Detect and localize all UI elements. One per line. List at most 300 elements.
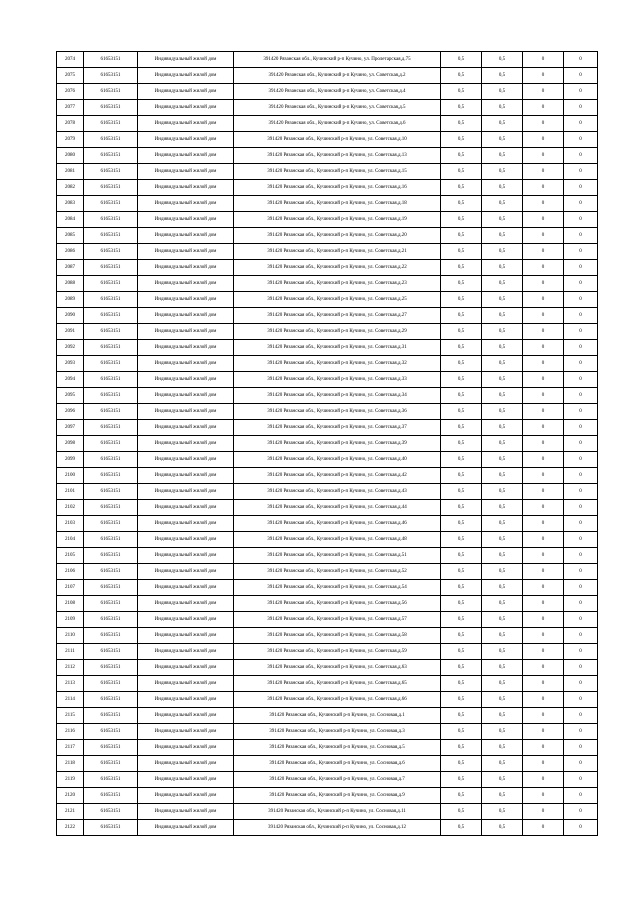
row-number-cell: 2100 xyxy=(57,468,84,484)
value-3-cell: 0 xyxy=(523,404,564,420)
row-number-cell: 2076 xyxy=(57,84,84,100)
table-row xyxy=(57,660,598,676)
table-row xyxy=(57,692,598,708)
value-3-cell: 0 xyxy=(523,228,564,244)
value-1-cell: 0,5 xyxy=(441,564,482,580)
value-1-cell: 0,5 xyxy=(441,500,482,516)
address-cell: 391420 Рязанская обл., Кучинский р-п Кучино, ул. Советская,д.25 xyxy=(234,292,441,308)
value-3-cell: 0 xyxy=(523,820,564,836)
table-row xyxy=(57,772,598,788)
row-number-cell: 2086 xyxy=(57,244,84,260)
object-type-cell: Индивидуальный жилой дом xyxy=(138,628,234,644)
oktmo-code-cell: 61653151 xyxy=(84,180,138,196)
object-type-cell: Индивидуальный жилой дом xyxy=(138,596,234,612)
table-row xyxy=(57,308,598,324)
address-cell: 391420 Рязанская обл., Кучинский р-п Кучино, ул. Сосновая,д.5 xyxy=(234,740,441,756)
table-row xyxy=(57,756,598,772)
value-3-cell: 0 xyxy=(523,628,564,644)
row-number-cell: 2099 xyxy=(57,452,84,468)
address-cell: 391420 Рязанская обл., Кучинский р-п Кучино, ул. Советская,д.57 xyxy=(234,612,441,628)
value-1-cell: 0,5 xyxy=(441,404,482,420)
value-1-cell: 0,5 xyxy=(441,100,482,116)
row-number-cell: 2113 xyxy=(57,676,84,692)
address-cell: 391420 Рязанская обл., Кучинский р-п Кучино, ул. Советская,д.16 xyxy=(234,180,441,196)
value-4-cell: 0 xyxy=(564,52,598,68)
value-4-cell: 0 xyxy=(564,708,598,724)
value-3-cell: 0 xyxy=(523,692,564,708)
value-3-cell: 0 xyxy=(523,788,564,804)
value-2-cell: 0,5 xyxy=(482,644,523,660)
row-number-cell: 2102 xyxy=(57,500,84,516)
row-number-cell: 2118 xyxy=(57,756,84,772)
oktmo-code-cell: 61653151 xyxy=(84,260,138,276)
table-row xyxy=(57,244,598,260)
value-2-cell: 0,5 xyxy=(482,100,523,116)
value-1-cell: 0,5 xyxy=(441,420,482,436)
value-1-cell: 0,5 xyxy=(441,740,482,756)
object-type-cell: Индивидуальный жилой дом xyxy=(138,148,234,164)
value-4-cell: 0 xyxy=(564,164,598,180)
value-4-cell: 0 xyxy=(564,452,598,468)
value-3-cell: 0 xyxy=(523,292,564,308)
value-1-cell: 0,5 xyxy=(441,532,482,548)
object-type-cell: Индивидуальный жилой дом xyxy=(138,84,234,100)
value-3-cell: 0 xyxy=(523,548,564,564)
table-row xyxy=(57,452,598,468)
value-1-cell: 0,5 xyxy=(441,148,482,164)
oktmo-code-cell: 61653151 xyxy=(84,292,138,308)
object-type-cell: Индивидуальный жилой дом xyxy=(138,468,234,484)
object-type-cell: Индивидуальный жилой дом xyxy=(138,484,234,500)
value-3-cell: 0 xyxy=(523,100,564,116)
oktmo-code-cell: 61653151 xyxy=(84,340,138,356)
table-row xyxy=(57,116,598,132)
value-1-cell: 0,5 xyxy=(441,340,482,356)
table-row xyxy=(57,516,598,532)
table-row xyxy=(57,740,598,756)
value-1-cell: 0,5 xyxy=(441,516,482,532)
value-2-cell: 0,5 xyxy=(482,52,523,68)
value-2-cell: 0,5 xyxy=(482,580,523,596)
value-2-cell: 0,5 xyxy=(482,772,523,788)
value-3-cell: 0 xyxy=(523,132,564,148)
row-number-cell: 2093 xyxy=(57,356,84,372)
object-type-cell: Индивидуальный жилой дом xyxy=(138,564,234,580)
object-type-cell: Индивидуальный жилой дом xyxy=(138,804,234,820)
value-3-cell: 0 xyxy=(523,436,564,452)
oktmo-code-cell: 61653151 xyxy=(84,724,138,740)
value-1-cell: 0,5 xyxy=(441,580,482,596)
value-1-cell: 0,5 xyxy=(441,132,482,148)
value-4-cell: 0 xyxy=(564,420,598,436)
oktmo-code-cell: 61653151 xyxy=(84,148,138,164)
object-type-cell: Индивидуальный жилой дом xyxy=(138,516,234,532)
value-4-cell: 0 xyxy=(564,340,598,356)
oktmo-code-cell: 61653151 xyxy=(84,516,138,532)
value-4-cell: 0 xyxy=(564,756,598,772)
value-1-cell: 0,5 xyxy=(441,228,482,244)
value-3-cell: 0 xyxy=(523,260,564,276)
value-2-cell: 0,5 xyxy=(482,404,523,420)
oktmo-code-cell: 61653151 xyxy=(84,548,138,564)
table-row xyxy=(57,84,598,100)
value-1-cell: 0,5 xyxy=(441,164,482,180)
address-cell: 391420 Рязанская обл., Кучинский р-п Кучино, ул. Советская,д.5 xyxy=(234,100,441,116)
row-number-cell: 2104 xyxy=(57,532,84,548)
value-1-cell: 0,5 xyxy=(441,468,482,484)
value-4-cell: 0 xyxy=(564,612,598,628)
table-row xyxy=(57,52,598,68)
value-1-cell: 0,5 xyxy=(441,356,482,372)
row-number-cell: 2108 xyxy=(57,596,84,612)
value-1-cell: 0,5 xyxy=(441,676,482,692)
oktmo-code-cell: 61653151 xyxy=(84,52,138,68)
table-row xyxy=(57,148,598,164)
value-2-cell: 0,5 xyxy=(482,468,523,484)
object-type-cell: Индивидуальный жилой дом xyxy=(138,308,234,324)
value-2-cell: 0,5 xyxy=(482,708,523,724)
table-row xyxy=(57,276,598,292)
address-cell: 391420 Рязанская обл., Кучинский р-п Кучино, ул. Советская,д.31 xyxy=(234,340,441,356)
oktmo-code-cell: 61653151 xyxy=(84,612,138,628)
row-number-cell: 2081 xyxy=(57,164,84,180)
value-3-cell: 0 xyxy=(523,740,564,756)
address-cell: 391420 Рязанская обл., Кучинский р-п Кучино, ул. Советская,д.54 xyxy=(234,580,441,596)
object-type-cell: Индивидуальный жилой дом xyxy=(138,692,234,708)
oktmo-code-cell: 61653151 xyxy=(84,500,138,516)
value-2-cell: 0,5 xyxy=(482,148,523,164)
address-cell: 391420 Рязанская обл., Кучинский р-п Кучино, ул. Сосновая,д.7 xyxy=(234,772,441,788)
oktmo-code-cell: 61653151 xyxy=(84,276,138,292)
table-row xyxy=(57,468,598,484)
value-3-cell: 0 xyxy=(523,644,564,660)
value-3-cell: 0 xyxy=(523,372,564,388)
oktmo-code-cell: 61653151 xyxy=(84,244,138,260)
value-2-cell: 0,5 xyxy=(482,324,523,340)
registry-table-body xyxy=(57,52,598,836)
address-cell: 391420 Рязанская обл., Кучинский р-п Кучино, ул. Советская,д.21 xyxy=(234,244,441,260)
oktmo-code-cell: 61653151 xyxy=(84,420,138,436)
value-1-cell: 0,5 xyxy=(441,308,482,324)
oktmo-code-cell: 61653151 xyxy=(84,164,138,180)
oktmo-code-cell: 61653151 xyxy=(84,772,138,788)
address-cell: 391420 Рязанская обл., Кучинский р-п Кучино, ул. Сосновая,д.1 xyxy=(234,708,441,724)
value-3-cell: 0 xyxy=(523,244,564,260)
table-row xyxy=(57,404,598,420)
row-number-cell: 2101 xyxy=(57,484,84,500)
value-2-cell: 0,5 xyxy=(482,292,523,308)
address-cell: 391420 Рязанская обл., Кучинский р-п Кучино, ул. Советская,д.52 xyxy=(234,564,441,580)
value-3-cell: 0 xyxy=(523,308,564,324)
value-4-cell: 0 xyxy=(564,804,598,820)
value-3-cell: 0 xyxy=(523,196,564,212)
row-number-cell: 2078 xyxy=(57,116,84,132)
oktmo-code-cell: 61653151 xyxy=(84,132,138,148)
value-1-cell: 0,5 xyxy=(441,612,482,628)
row-number-cell: 2094 xyxy=(57,372,84,388)
value-3-cell: 0 xyxy=(523,340,564,356)
address-cell: 391420 Рязанская обл., Кучинский р-п Кучино, ул. Советская,д.27 xyxy=(234,308,441,324)
value-3-cell: 0 xyxy=(523,52,564,68)
row-number-cell: 2088 xyxy=(57,276,84,292)
object-type-cell: Индивидуальный жилой дом xyxy=(138,820,234,836)
value-4-cell: 0 xyxy=(564,276,598,292)
table-row xyxy=(57,676,598,692)
oktmo-code-cell: 61653151 xyxy=(84,756,138,772)
value-1-cell: 0,5 xyxy=(441,788,482,804)
object-type-cell: Индивидуальный жилой дом xyxy=(138,68,234,84)
value-2-cell: 0,5 xyxy=(482,596,523,612)
table-row xyxy=(57,420,598,436)
object-type-cell: Индивидуальный жилой дом xyxy=(138,372,234,388)
table-row xyxy=(57,644,598,660)
value-3-cell: 0 xyxy=(523,580,564,596)
value-3-cell: 0 xyxy=(523,500,564,516)
value-4-cell: 0 xyxy=(564,244,598,260)
value-4-cell: 0 xyxy=(564,788,598,804)
value-4-cell: 0 xyxy=(564,292,598,308)
value-1-cell: 0,5 xyxy=(441,804,482,820)
value-4-cell: 0 xyxy=(564,260,598,276)
address-cell: 391420 Рязанская обл., Кучинский р-п Кучино, ул. Советская,д.29 xyxy=(234,324,441,340)
value-2-cell: 0,5 xyxy=(482,500,523,516)
value-3-cell: 0 xyxy=(523,564,564,580)
oktmo-code-cell: 61653151 xyxy=(84,116,138,132)
object-type-cell: Индивидуальный жилой дом xyxy=(138,612,234,628)
object-type-cell: Индивидуальный жилой дом xyxy=(138,116,234,132)
value-4-cell: 0 xyxy=(564,404,598,420)
row-number-cell: 2096 xyxy=(57,404,84,420)
value-2-cell: 0,5 xyxy=(482,692,523,708)
address-cell: 391420 Рязанская обл., Кучинский р-п Кучино, ул. Советская,д.36 xyxy=(234,404,441,420)
value-3-cell: 0 xyxy=(523,804,564,820)
oktmo-code-cell: 61653151 xyxy=(84,452,138,468)
value-2-cell: 0,5 xyxy=(482,372,523,388)
oktmo-code-cell: 61653151 xyxy=(84,532,138,548)
value-1-cell: 0,5 xyxy=(441,452,482,468)
row-number-cell: 2080 xyxy=(57,148,84,164)
address-cell: 391420 Рязанская обл., Кучинский р-п Кучино, ул. Советская,д.39 xyxy=(234,436,441,452)
address-cell: 391420 Рязанская обл., Кучинский р-п Кучино, ул. Советская,д.32 xyxy=(234,356,441,372)
value-4-cell: 0 xyxy=(564,516,598,532)
object-type-cell: Индивидуальный жилой дом xyxy=(138,500,234,516)
value-3-cell: 0 xyxy=(523,324,564,340)
address-cell: 391420 Рязанская обл., Кучинский р-п Кучино, ул. Советская,д.40 xyxy=(234,452,441,468)
address-cell: 391420 Рязанская обл., Кучинский р-п Кучино, ул. Советская,д.44 xyxy=(234,500,441,516)
row-number-cell: 2089 xyxy=(57,292,84,308)
value-3-cell: 0 xyxy=(523,596,564,612)
value-4-cell: 0 xyxy=(564,500,598,516)
value-4-cell: 0 xyxy=(564,388,598,404)
value-3-cell: 0 xyxy=(523,180,564,196)
value-3-cell: 0 xyxy=(523,452,564,468)
object-type-cell: Индивидуальный жилой дом xyxy=(138,788,234,804)
value-4-cell: 0 xyxy=(564,740,598,756)
address-cell: 391420 Рязанская обл., Кучинский р-п Кучино, ул. Советская,д.46 xyxy=(234,516,441,532)
address-cell: 391420 Рязанская обл., Кучинский р-п Кучино, ул. Советская,д.58 xyxy=(234,628,441,644)
oktmo-code-cell: 61653151 xyxy=(84,228,138,244)
value-4-cell: 0 xyxy=(564,724,598,740)
value-4-cell: 0 xyxy=(564,596,598,612)
value-4-cell: 0 xyxy=(564,676,598,692)
value-3-cell: 0 xyxy=(523,116,564,132)
value-3-cell: 0 xyxy=(523,676,564,692)
row-number-cell: 2083 xyxy=(57,196,84,212)
address-cell: 391420 Рязанская обл., Кучинский р-п Кучино, ул. Советская,д.15 xyxy=(234,164,441,180)
row-number-cell: 2084 xyxy=(57,212,84,228)
object-type-cell: Индивидуальный жилой дом xyxy=(138,772,234,788)
value-4-cell: 0 xyxy=(564,660,598,676)
row-number-cell: 2087 xyxy=(57,260,84,276)
row-number-cell: 2085 xyxy=(57,228,84,244)
value-4-cell: 0 xyxy=(564,324,598,340)
value-1-cell: 0,5 xyxy=(441,644,482,660)
address-cell: 391420 Рязанская обл., Кучинский р-п Кучино, ул. Советская,д.65 xyxy=(234,676,441,692)
table-row xyxy=(57,820,598,836)
value-1-cell: 0,5 xyxy=(441,436,482,452)
value-3-cell: 0 xyxy=(523,420,564,436)
table-row xyxy=(57,724,598,740)
table-row xyxy=(57,260,598,276)
address-cell: 391420 Рязанская обл., Кучинский р-п Кучино, ул. Советская,д.19 xyxy=(234,212,441,228)
value-2-cell: 0,5 xyxy=(482,724,523,740)
address-cell: 391420 Рязанская обл., Кучинский р-п Кучино, ул. Советская,д.56 xyxy=(234,596,441,612)
value-1-cell: 0,5 xyxy=(441,324,482,340)
value-4-cell: 0 xyxy=(564,356,598,372)
oktmo-code-cell: 61653151 xyxy=(84,356,138,372)
row-number-cell: 2082 xyxy=(57,180,84,196)
value-2-cell: 0,5 xyxy=(482,756,523,772)
object-type-cell: Индивидуальный жилой дом xyxy=(138,292,234,308)
value-2-cell: 0,5 xyxy=(482,484,523,500)
value-3-cell: 0 xyxy=(523,724,564,740)
value-3-cell: 0 xyxy=(523,468,564,484)
value-4-cell: 0 xyxy=(564,628,598,644)
value-3-cell: 0 xyxy=(523,708,564,724)
object-type-cell: Индивидуальный жилой дом xyxy=(138,548,234,564)
row-number-cell: 2107 xyxy=(57,580,84,596)
table-row xyxy=(57,388,598,404)
value-1-cell: 0,5 xyxy=(441,692,482,708)
value-1-cell: 0,5 xyxy=(441,484,482,500)
object-type-cell: Индивидуальный жилой дом xyxy=(138,676,234,692)
value-2-cell: 0,5 xyxy=(482,564,523,580)
value-4-cell: 0 xyxy=(564,196,598,212)
oktmo-code-cell: 61653151 xyxy=(84,596,138,612)
value-4-cell: 0 xyxy=(564,100,598,116)
value-2-cell: 0,5 xyxy=(482,196,523,212)
table-row xyxy=(57,372,598,388)
value-1-cell: 0,5 xyxy=(441,52,482,68)
value-3-cell: 0 xyxy=(523,516,564,532)
value-2-cell: 0,5 xyxy=(482,628,523,644)
value-2-cell: 0,5 xyxy=(482,804,523,820)
value-2-cell: 0,5 xyxy=(482,820,523,836)
value-2-cell: 0,5 xyxy=(482,260,523,276)
value-1-cell: 0,5 xyxy=(441,68,482,84)
address-cell: 391420 Рязанская обл., Кучинский р-п Кучино, ул. Советская,д.23 xyxy=(234,276,441,292)
object-type-cell: Индивидуальный жилой дом xyxy=(138,708,234,724)
value-3-cell: 0 xyxy=(523,164,564,180)
object-type-cell: Индивидуальный жилой дом xyxy=(138,324,234,340)
table-row xyxy=(57,340,598,356)
row-number-cell: 2115 xyxy=(57,708,84,724)
object-type-cell: Индивидуальный жилой дом xyxy=(138,244,234,260)
value-3-cell: 0 xyxy=(523,276,564,292)
value-4-cell: 0 xyxy=(564,132,598,148)
value-2-cell: 0,5 xyxy=(482,436,523,452)
oktmo-code-cell: 61653151 xyxy=(84,436,138,452)
value-1-cell: 0,5 xyxy=(441,724,482,740)
row-number-cell: 2117 xyxy=(57,740,84,756)
table-row xyxy=(57,580,598,596)
oktmo-code-cell: 61653151 xyxy=(84,84,138,100)
value-1-cell: 0,5 xyxy=(441,820,482,836)
oktmo-code-cell: 61653151 xyxy=(84,388,138,404)
value-2-cell: 0,5 xyxy=(482,116,523,132)
value-1-cell: 0,5 xyxy=(441,548,482,564)
value-4-cell: 0 xyxy=(564,228,598,244)
table-row xyxy=(57,356,598,372)
table-row xyxy=(57,68,598,84)
row-number-cell: 2095 xyxy=(57,388,84,404)
value-3-cell: 0 xyxy=(523,484,564,500)
address-cell: 391420 Рязанская обл., Кучинский р-п Кучино, ул. Сосновая,д.6 xyxy=(234,756,441,772)
value-2-cell: 0,5 xyxy=(482,276,523,292)
object-type-cell: Индивидуальный жилой дом xyxy=(138,212,234,228)
address-cell: 391420 Рязанская обл., Кучинский р-п Кучино, ул. Сосновая,д.3 xyxy=(234,724,441,740)
row-number-cell: 2111 xyxy=(57,644,84,660)
value-1-cell: 0,5 xyxy=(441,116,482,132)
oktmo-code-cell: 61653151 xyxy=(84,404,138,420)
address-cell: 391420 Рязанская обл., Кучинский р-п Кучино, ул. Советская,д.22 xyxy=(234,260,441,276)
oktmo-code-cell: 61653151 xyxy=(84,580,138,596)
value-2-cell: 0,5 xyxy=(482,740,523,756)
table-row xyxy=(57,436,598,452)
table-row xyxy=(57,212,598,228)
value-3-cell: 0 xyxy=(523,756,564,772)
object-type-cell: Индивидуальный жилой дом xyxy=(138,132,234,148)
oktmo-code-cell: 61653151 xyxy=(84,820,138,836)
object-type-cell: Индивидуальный жилой дом xyxy=(138,756,234,772)
value-2-cell: 0,5 xyxy=(482,308,523,324)
address-cell: 391420 Рязанская обл., Кучинский р-п Кучино, ул. Советская,д.66 xyxy=(234,692,441,708)
address-cell: 391420 Рязанская обл., Кучинский р-п Кучино, ул. Пролетарская,д.75 xyxy=(234,52,441,68)
table-row xyxy=(57,132,598,148)
value-4-cell: 0 xyxy=(564,772,598,788)
value-2-cell: 0,5 xyxy=(482,676,523,692)
object-type-cell: Индивидуальный жилой дом xyxy=(138,228,234,244)
table-row xyxy=(57,612,598,628)
value-4-cell: 0 xyxy=(564,692,598,708)
oktmo-code-cell: 61653151 xyxy=(84,788,138,804)
value-1-cell: 0,5 xyxy=(441,772,482,788)
address-cell: 391420 Рязанская обл., Кучинский р-п Кучино, ул. Советская,д.37 xyxy=(234,420,441,436)
value-1-cell: 0,5 xyxy=(441,276,482,292)
value-2-cell: 0,5 xyxy=(482,212,523,228)
object-type-cell: Индивидуальный жилой дом xyxy=(138,276,234,292)
oktmo-code-cell: 61653151 xyxy=(84,324,138,340)
value-3-cell: 0 xyxy=(523,84,564,100)
oktmo-code-cell: 61653151 xyxy=(84,564,138,580)
oktmo-code-cell: 61653151 xyxy=(84,708,138,724)
table-row xyxy=(57,788,598,804)
oktmo-code-cell: 61653151 xyxy=(84,212,138,228)
value-1-cell: 0,5 xyxy=(441,260,482,276)
value-3-cell: 0 xyxy=(523,532,564,548)
row-number-cell: 2120 xyxy=(57,788,84,804)
value-2-cell: 0,5 xyxy=(482,164,523,180)
